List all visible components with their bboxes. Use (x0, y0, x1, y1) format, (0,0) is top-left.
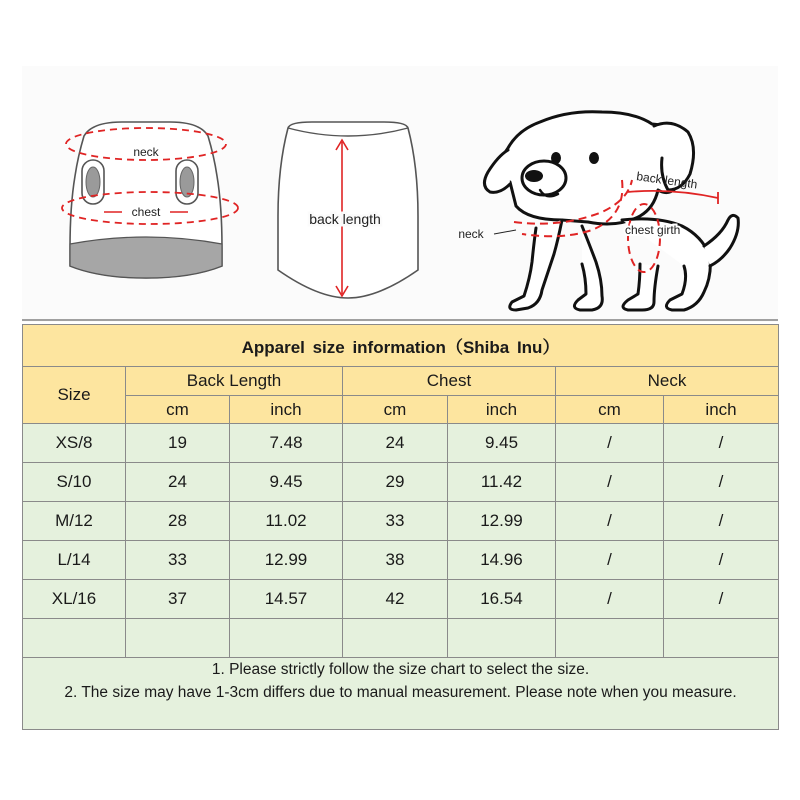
table-row (23, 463, 779, 502)
table-cell (230, 619, 343, 658)
table-cell: 37 (126, 580, 230, 619)
table-title: Apparel size information（Shiba Inu） (23, 325, 779, 367)
note-line: 1. Please strictly follow the size chart to select the size. (211, 661, 590, 678)
table-cell (448, 619, 556, 658)
unit-header: inch (448, 396, 556, 424)
dog-drawing (484, 112, 738, 310)
size-header: Size (23, 367, 126, 424)
table-cell: / (664, 541, 779, 580)
table-cell: 24 (343, 424, 448, 463)
table-cell: 38 (343, 541, 448, 580)
table-cell: 11.02 (230, 502, 343, 541)
table-row (23, 541, 779, 580)
table-row (23, 580, 779, 619)
table-cell: 9.45 (230, 463, 343, 502)
table-cell: / (556, 580, 664, 619)
table-cell: / (556, 541, 664, 580)
neck-header: Neck (556, 367, 779, 396)
unit-header: cm (343, 396, 448, 424)
back-length-header: Back Length (126, 367, 343, 396)
unit-header: cm (126, 396, 230, 424)
table-cell: / (664, 580, 779, 619)
vest-chest-label: chest (131, 205, 161, 219)
unit-header: inch (664, 396, 779, 424)
dog-chest-girth-label: chest girth (625, 223, 681, 237)
vest-neck-label: neck (133, 145, 159, 159)
table-cell (556, 619, 664, 658)
table-cell: 14.96 (448, 541, 556, 580)
table-cell: 29 (343, 463, 448, 502)
note-line: 2. The size may have 1-3cm differs due to manual measurement. Please note when you measure. (64, 684, 737, 701)
illustration-svg (22, 66, 778, 322)
table-cell: 28 (126, 502, 230, 541)
notes-cell (23, 658, 779, 730)
table-cell (343, 619, 448, 658)
table-cell: 19 (126, 424, 230, 463)
table-cell: 7.48 (230, 424, 343, 463)
table-row (23, 502, 779, 541)
table-cell: 33 (126, 541, 230, 580)
size-chart (22, 66, 778, 730)
measurement-illustration (22, 66, 778, 322)
table-cell (664, 619, 779, 658)
table-row (23, 619, 779, 658)
size-cell: L/14 (23, 541, 126, 580)
table-cell (126, 619, 230, 658)
table-cell: / (556, 424, 664, 463)
chest-header: Chest (343, 367, 556, 396)
table-cell: 16.54 (448, 580, 556, 619)
table-cell: / (556, 463, 664, 502)
table-row (23, 424, 779, 463)
table-cell: 24 (126, 463, 230, 502)
size-cell: S/10 (23, 463, 126, 502)
table-cell: 11.42 (448, 463, 556, 502)
size-table (22, 324, 779, 730)
table-cell: 12.99 (448, 502, 556, 541)
size-cell: M/12 (23, 502, 126, 541)
vest-back-drawing (278, 122, 418, 298)
size-cell (23, 619, 126, 658)
table-cell: / (664, 424, 779, 463)
dog-back-length-label: back length (635, 169, 699, 192)
table-cell: 33 (343, 502, 448, 541)
table-cell: / (556, 502, 664, 541)
table-cell: 42 (343, 580, 448, 619)
table-cell: 9.45 (448, 424, 556, 463)
table-cell: 14.57 (230, 580, 343, 619)
unit-header: inch (230, 396, 343, 424)
unit-header: cm (556, 396, 664, 424)
table-cell: / (664, 502, 779, 541)
dog-neck-label: neck (458, 227, 484, 241)
vest-back-length-label: back length (309, 211, 381, 227)
size-cell: XL/16 (23, 580, 126, 619)
size-cell: XS/8 (23, 424, 126, 463)
table-cell: 12.99 (230, 541, 343, 580)
table-cell: / (664, 463, 779, 502)
